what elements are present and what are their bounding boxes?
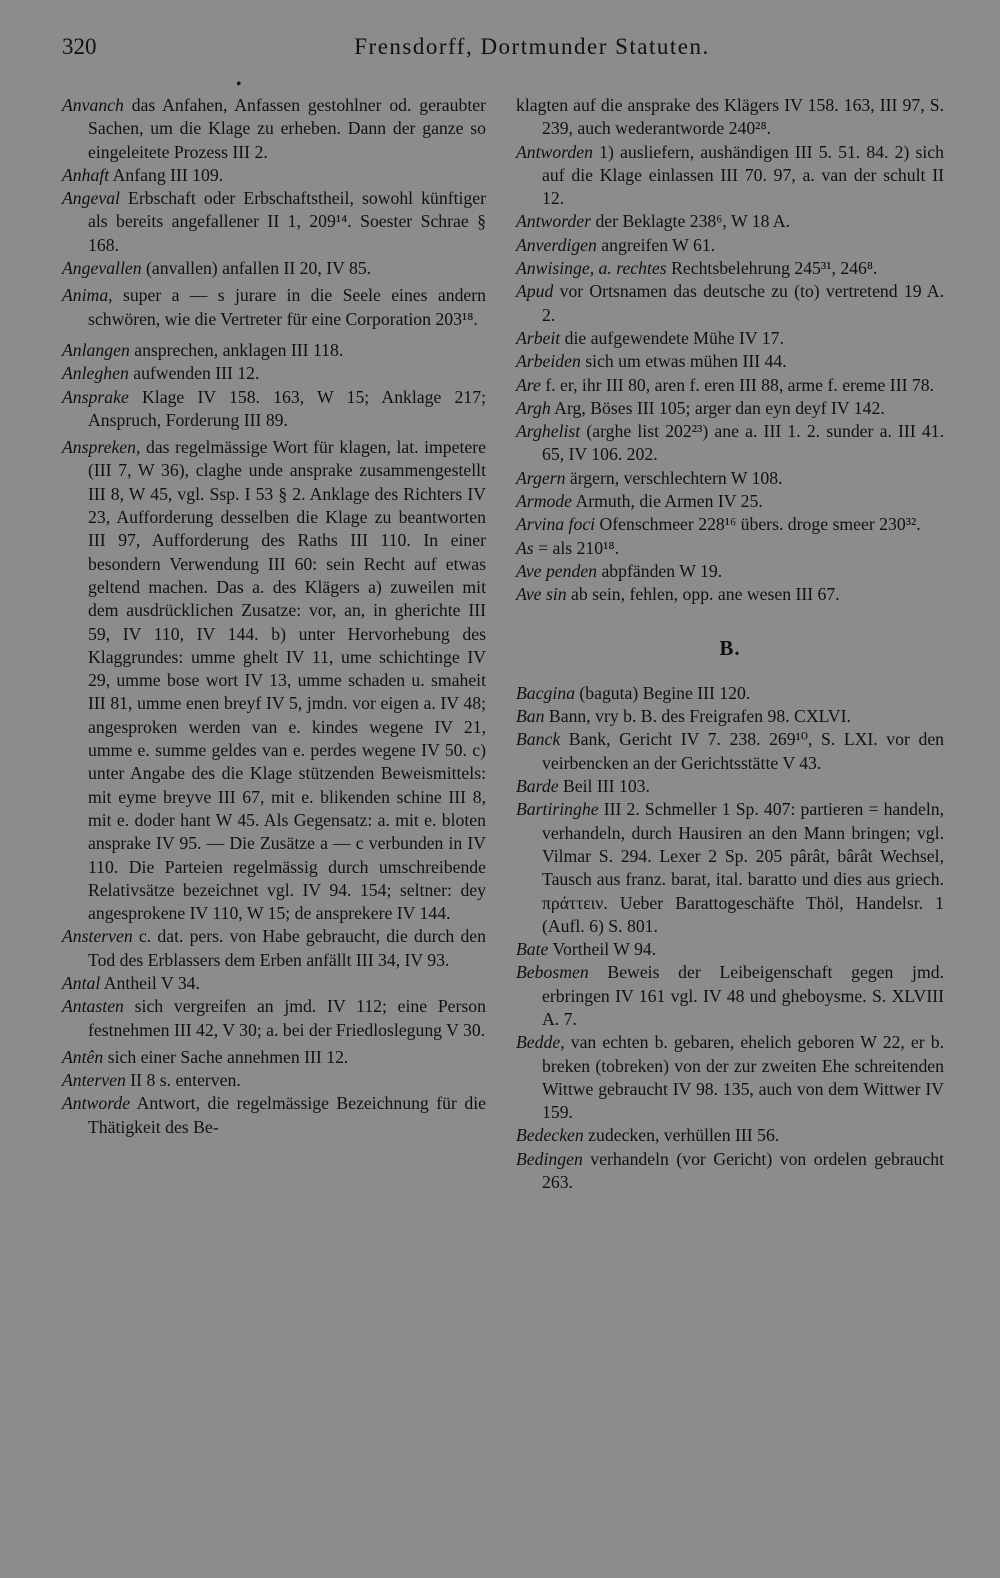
entry-headword: Anterven [62, 1070, 126, 1091]
dictionary-entry [62, 925, 486, 972]
dictionary-entry [62, 362, 486, 385]
dictionary-entry [516, 537, 944, 560]
entry-definition: Erbschaft oder Erbschaftstheil, sowohl künftiger als bereits angefallener II 1, 209¹⁴. Soester Schrae § 168. [88, 188, 486, 255]
entry-definition: Bann, vry b. B. des Freigrafen 98. CXLVI. [548, 706, 851, 727]
entry-definition: ärgern, verschlechtern W 108. [569, 467, 783, 488]
entry-definition: das Anfahen, Anfassen gestohlner od. geraubter Sachen, um die Klage zu erheben. Dann der ganze so eingeleitete Prozess III 2. [88, 95, 486, 162]
entry-definition: klagten auf die ansprake des Klägers IV 158. 163, III 97, S. 239, auch wederantworde 240²⁸. [516, 95, 944, 139]
entry-definition: Beweis der Leibeigenschaft gegen jmd. erbringen IV 161 vgl. IV 48 und gheboysme. S. XLVIII A. 7. [542, 962, 944, 1029]
entry-definition: III 2. Schmeller 1 Sp. 407: partieren = handeln, verhandeln, durch Hausiren an den Mann bringen; vgl. Vilmar S. 294. Lexer 2 Sp. 205 pârât, bârât Wechsel, Tausch aus franz. barat, ital. baratto und dies aus griech. πράττειν. Ueber Barattogeschäfte Thöl, Handelsr. 1 (Aufl. 6) S. 801. [542, 799, 945, 936]
dictionary-entry [516, 327, 944, 350]
entry-definition: = als 210¹⁸. [538, 537, 619, 558]
entry-headword: Ban [516, 706, 545, 727]
entry-definition: II 8 s. enterven. [130, 1070, 241, 1091]
entry-definition: Vortheil W 94. [552, 939, 657, 960]
dictionary-entry [516, 1124, 944, 1147]
entry-definition: Klage IV 158. 163, W 15; Anklage 217; Anspruch, Forderung III 89. [88, 386, 487, 430]
entry-definition: (baguta) Begine III 120. [579, 682, 751, 703]
dictionary-entry [62, 94, 486, 164]
entry-headword: Armode [516, 491, 572, 512]
dictionary-entry [516, 1148, 944, 1195]
entry-headword: Argh [516, 397, 551, 418]
dictionary-entry [62, 995, 486, 1042]
entry-headword: Banck [516, 729, 561, 750]
entry-headword: Bedingen [516, 1148, 583, 1169]
entry-headword: Bedde, [516, 1032, 565, 1053]
entry-definition: sich einer Sache annehmen III 12. [107, 1046, 349, 1067]
entry-headword: Anleghen [62, 363, 129, 384]
dictionary-entry [516, 728, 944, 775]
entry-headword: Arbeiden [516, 351, 581, 372]
dictionary-entry [516, 775, 944, 798]
entry-headword: Ansprake [62, 386, 129, 407]
dictionary-entry [62, 284, 486, 331]
dictionary-entry [62, 436, 486, 925]
entry-definition: angreifen W 61. [601, 234, 716, 255]
entry-definition: ansprechen, anklagen III 118. [134, 339, 344, 360]
entry-headword: Antal [62, 972, 101, 993]
entry-headword: Antworde [62, 1093, 131, 1114]
dictionary-entry [62, 187, 486, 257]
entry-headword: Anima, [62, 285, 113, 306]
entry-headword: Angevallen [62, 258, 142, 279]
entry-definition: vor Ortsnamen das deutsche zu (to) vertretend 19 A. 2. [542, 281, 944, 325]
dictionary-entry [516, 513, 944, 536]
entry-definition: Anfang III 109. [112, 164, 224, 185]
entry-headword: Antasten [62, 996, 124, 1017]
dictionary-entry [516, 234, 944, 257]
entry-headword: Arghelist [516, 421, 581, 442]
entry-headword: Argern [516, 467, 566, 488]
dictionary-entry [516, 798, 944, 938]
entry-headword: Apud [516, 281, 554, 302]
entry-headword: Angeval [62, 188, 120, 209]
entry-definition: Beil III 103. [563, 776, 650, 797]
entry-definition: van echten b. gebaren, ehelich geboren W 22, er b. breken (tobreken) von der zur zweiten Ehe schreitenden Wittwe gebraucht IV 98. 135, auch von dem Wittwer IV 159. [542, 1032, 945, 1123]
entry-definition: Rechtsbelehrung 245³¹, 246⁸. [671, 258, 878, 279]
entry-headword: Ave penden [516, 560, 598, 581]
dictionary-entry [516, 257, 944, 280]
entry-headword: Bedecken [516, 1125, 584, 1146]
entry-definition: 1) ausliefern, aushändigen III 5. 51. 84. 2) sich auf die Klage einlassen III 70. 97, a. van der schult II 12. [542, 141, 944, 209]
entry-headword: As [516, 537, 534, 558]
entry-headword: Antworden [516, 141, 593, 162]
dictionary-entry [62, 1046, 486, 1069]
entry-headword: Anspreken, [62, 437, 141, 458]
entry-headword: Anhaft [62, 164, 110, 185]
entry-definition: f. er, ihr III 80, aren f. eren III 88, arme f. ereme III 78. [545, 374, 935, 395]
dictionary-entry [516, 583, 944, 606]
entry-headword: Barde [516, 776, 559, 797]
entry-headword: Anverdigen [516, 234, 597, 255]
dictionary-entry [62, 386, 486, 433]
dictionary-entry [62, 257, 486, 280]
dictionary-entry [516, 210, 944, 233]
entry-headword: Ave sin [516, 584, 567, 605]
dictionary-entry [516, 397, 944, 420]
dictionary-entry [516, 961, 944, 1031]
entry-definition: ab sein, fehlen, opp. ane wesen III 67. [571, 584, 840, 605]
entry-definition: sich vergreifen an jmd. IV 112; eine Person festnehmen III 42, V 30; a. bei der Friedloslegung V 30. [88, 996, 486, 1040]
dictionary-entry [516, 280, 944, 327]
entry-definition: zudecken, verhüllen III 56. [588, 1125, 780, 1146]
dictionary-entry [62, 1092, 486, 1139]
dictionary-entry [516, 490, 944, 513]
dictionary-entry [516, 1031, 944, 1124]
dictionary-entry [516, 705, 944, 728]
entry-definition: der Beklagte 238⁶, W 18 A. [595, 211, 791, 232]
entry-headword: Antên [62, 1046, 104, 1067]
entry-definition: Armuth, die Armen IV 25. [575, 491, 763, 512]
entry-definition: abpfänden W 19. [601, 560, 723, 581]
dictionary-entry [62, 972, 486, 995]
dictionary-entry [516, 682, 944, 705]
dictionary-entry [516, 560, 944, 583]
dictionary-entry [62, 1069, 486, 1092]
dictionary-entry [516, 420, 944, 467]
running-title: Frensdorff, Dortmunder Statuten. [354, 34, 710, 59]
entry-definition: Antheil V 34. [103, 972, 200, 993]
entry-definition: verhandeln (vor Gericht) von ordelen gebraucht 263. [542, 1148, 944, 1193]
entry-definition: Ofenschmeer 228¹⁶ übers. droge smeer 230³². [599, 514, 921, 535]
entry-definition: super a — s jurare in die Seele eines andern schwören, wie die Vertreter für eine Corporation 203¹⁸. [88, 285, 486, 329]
entry-definition: (anvallen) anfallen II 20, IV 85. [145, 258, 372, 279]
dictionary-entry [516, 938, 944, 961]
dictionary-entry [516, 350, 944, 373]
entry-definition: (arghe list 202²³) ane a. III 1. 2. sunder a. III 41. 65, IV 106. 202. [542, 421, 944, 465]
right-column [516, 94, 944, 1194]
entry-headword: Arbeit [516, 327, 561, 348]
entry-headword: Ansterven [62, 926, 133, 947]
dictionary-entry [516, 141, 944, 211]
entry-headword: Bacgina [516, 682, 575, 703]
page-number: 320 [62, 34, 97, 59]
print-mark: • [236, 76, 242, 93]
entry-headword: Bate [516, 939, 549, 960]
entry-definition: aufwenden III 12. [133, 363, 260, 384]
section-heading-b: B. [719, 635, 741, 660]
entry-definition: sich um etwas mühen III 44. [585, 351, 787, 372]
entry-headword: Antworder [516, 211, 592, 232]
entry-definition: c. dat. pers. von Habe gebraucht, die durch den Tod des Erblassers dem Erben anfällt III 34, IV 93. [88, 926, 486, 970]
entry-definition: die aufgewendete Mühe IV 17. [564, 327, 784, 348]
entry-headword: Anwisinge, a. rechtes [516, 258, 667, 279]
dictionary-entry [516, 374, 944, 397]
entry-headword: Bebosmen [516, 962, 589, 983]
dictionary-entry [516, 467, 944, 490]
dictionary-entry [62, 164, 486, 187]
entry-headword: Are [516, 374, 541, 395]
dictionary-entry [62, 339, 486, 362]
entry-definition: Antwort, die regelmässige Bezeichnung für die Thätigkeit des Be- [88, 1093, 486, 1137]
entry-headword: Arvina foci [516, 514, 596, 535]
entry-headword: Bartiringhe [516, 799, 599, 820]
page-header [62, 34, 942, 74]
entry-headword: Anlangen [62, 339, 130, 360]
entry-headword: Anvanch [62, 95, 124, 115]
entry-definition: Bank, Gericht IV 7. 238. 269¹⁰, S. LXI. vor den veirbencken an der Gerichtsstätte V 43. [542, 729, 945, 773]
entry-definition: das regelmässige Wort für klagen, lat. impetere (III 7, W 36), claghe unde ansprake zusammengestellt III 8, W 45, vgl. Ssp. I 53 § 2. Anklage des Richters IV 23, Aufforderung desselben die Klage zu beantworten III 97, Aufforderung des Raths III 110. In einer besondern Verwendung III 60: sein Recht auf etwas geltend machen. Das a. des Klägers a) zuweilen mit dem ausdrücklichen Zusatze: vor, an, in gherichte III 59, IV 110, IV 144. b) unter Hervorhebung des Klaggrundes: umme ghelt IV 11, ume schichtinge IV 29, umme bose wort IV 13, umme schaden u. smaheit III 81, umme enen breyf IV 5, jmdn. vor eigen a. IV 48; angesproken werden van e. kindes wegene IV 21, umme e. summe geldes van e. perdes wegene IV 50. c) unter Angabe des die Klage stützenden Beweismittels: mit eyme breyve III 67, mit e. blikenden schine III 8, mit e. doder hant W 45. Als Gegensatz: a. mit e. bloten ansprake IV 95. — Die Zusätze a — c verbunden in IV 110. Die Parteien regelmässig durch umschreibende Relativsätze bezeichnet vgl. IV 94. 154; seltner: dey angesprokene IV 110, W 15; de ansprekere IV 144. [88, 437, 486, 924]
entry-definition: Arg, Böses III 105; arger dan eyn deyf IV 142. [554, 397, 885, 418]
left-column [62, 94, 486, 1139]
dictionary-entry [516, 94, 944, 141]
